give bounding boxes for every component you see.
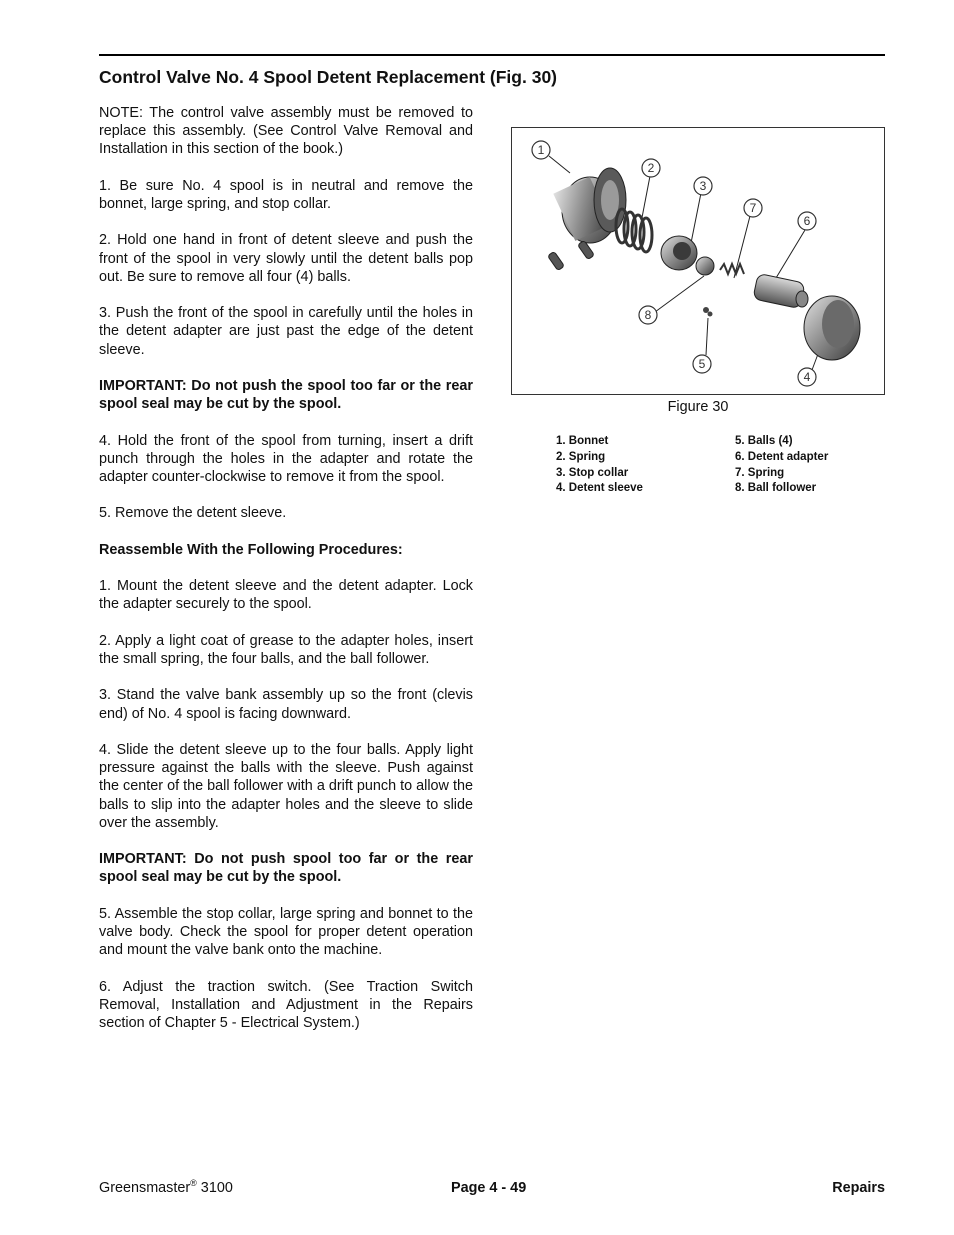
- callout-label: 2: [647, 161, 655, 175]
- legend-item: 5. Balls (4): [735, 435, 793, 447]
- model-number: 3100: [196, 1180, 233, 1196]
- screw-parts: [548, 240, 595, 270]
- step-paragraph: 4. Slide the detent sleeve up to the four balls. Apply light pressure against the balls with the sleeve. Push against the center of the ball follower with a drift punch to allow the balls to slip into the adapter holes and the sleeve to slide over the assembly.: [99, 741, 473, 831]
- balls-part: [703, 307, 713, 317]
- step-paragraph: 1. Be sure No. 4 spool is in neutral and remove the bonnet, large spring, and stop collar.: [99, 177, 473, 212]
- subheading: Reassemble With the Following Procedures:: [99, 541, 403, 558]
- step-paragraph: 3. Stand the valve bank assembly up so the front (clevis end) of No. 4 spool is facing downward.: [99, 687, 473, 722]
- step-paragraph: 2. Apply a light coat of grease to the adapter holes, insert the small spring, the four balls, and the ball follower.: [99, 632, 473, 667]
- registered-mark: ®: [190, 1178, 197, 1188]
- product-name: Greensmaster: [99, 1180, 191, 1196]
- legend-item: 7. Spring: [735, 466, 785, 479]
- exploded-view-illustration: [512, 128, 884, 394]
- legend-item: 3. Stop collar: [556, 466, 629, 479]
- callout-label: 1: [537, 143, 545, 157]
- stop-collar-part: [661, 236, 697, 270]
- legend-item: 2. Spring: [556, 450, 606, 463]
- exploded-view-figure: [511, 127, 885, 395]
- callout-label: 6: [803, 214, 811, 228]
- step-paragraph: 1. Mount the detent sleeve and the detent adapter. Lock the adapter securely to the spool.: [99, 578, 473, 613]
- important-paragraph: IMPORTANT: Do not push the spool too far or the rear spool seal may be cut by the spool.: [99, 377, 473, 413]
- step-paragraph: 2. Hold one hand in front of detent sleeve and push the front of the spool in very slowly until the detent balls pop out. Be sure to remove all four (4) balls.: [99, 232, 473, 285]
- detent-sleeve-part: [804, 296, 860, 360]
- callout-label: 8: [644, 308, 652, 322]
- callout-label: 3: [699, 179, 707, 193]
- detent-adapter-part: [753, 273, 808, 308]
- step-paragraph: 5. Assemble the stop collar, large spring and bonnet to the valve body. Check the spool for proper detent operation and mount the valve bank onto the machine.: [99, 905, 473, 959]
- figure-legend-left: [556, 434, 643, 497]
- important-paragraph: IMPORTANT: Do not push spool too far or the rear spool seal may be cut by the spool.: [99, 851, 473, 886]
- legend-item: 8. Ball follower: [735, 482, 817, 495]
- callout-label: 5: [698, 357, 706, 371]
- figure-caption: Figure 30: [667, 399, 729, 415]
- footer-product: [99, 1180, 233, 1196]
- legend-item: 6. Detent adapter: [735, 450, 829, 463]
- footer-section: Repairs: [832, 1180, 885, 1196]
- footer-page-number: Page 4 - 49: [451, 1180, 527, 1196]
- step-paragraph: 3. Push the front of the spool in carefully until the holes in the detent adapter are just past the edge of the detent sleeve.: [99, 305, 473, 358]
- note-paragraph: NOTE: The control valve assembly must be removed to replace this assembly. (See Control Valve Removal and Installation in this section of the book.): [99, 105, 473, 158]
- instructions-column: [99, 104, 473, 1050]
- step-paragraph: 4. Hold the front of the spool from turning, insert a drift punch through the holes in the adapter and rotate the adapter counter-clockwise to remove it from the spool.: [99, 432, 473, 485]
- figure-legend-right: [735, 434, 828, 497]
- callout-label: 4: [803, 370, 811, 384]
- top-rule: [99, 54, 885, 56]
- ball-follower-part: [696, 257, 714, 275]
- legend-item: 4. Detent sleeve: [556, 482, 643, 495]
- small-spring-part: [720, 264, 744, 274]
- step-paragraph: 5. Remove the detent sleeve.: [99, 505, 287, 522]
- step-paragraph: 6. Adjust the traction switch. (See Traction Switch Removal, Installation and Adjustment in the Repairs section of Chapter 5 - Electrical System.): [99, 978, 473, 1031]
- legend-item: 1. Bonnet: [556, 435, 609, 447]
- callout-label: 7: [749, 201, 757, 215]
- section-title: Control Valve No. 4 Spool Detent Replacement (Fig. 30): [99, 67, 557, 87]
